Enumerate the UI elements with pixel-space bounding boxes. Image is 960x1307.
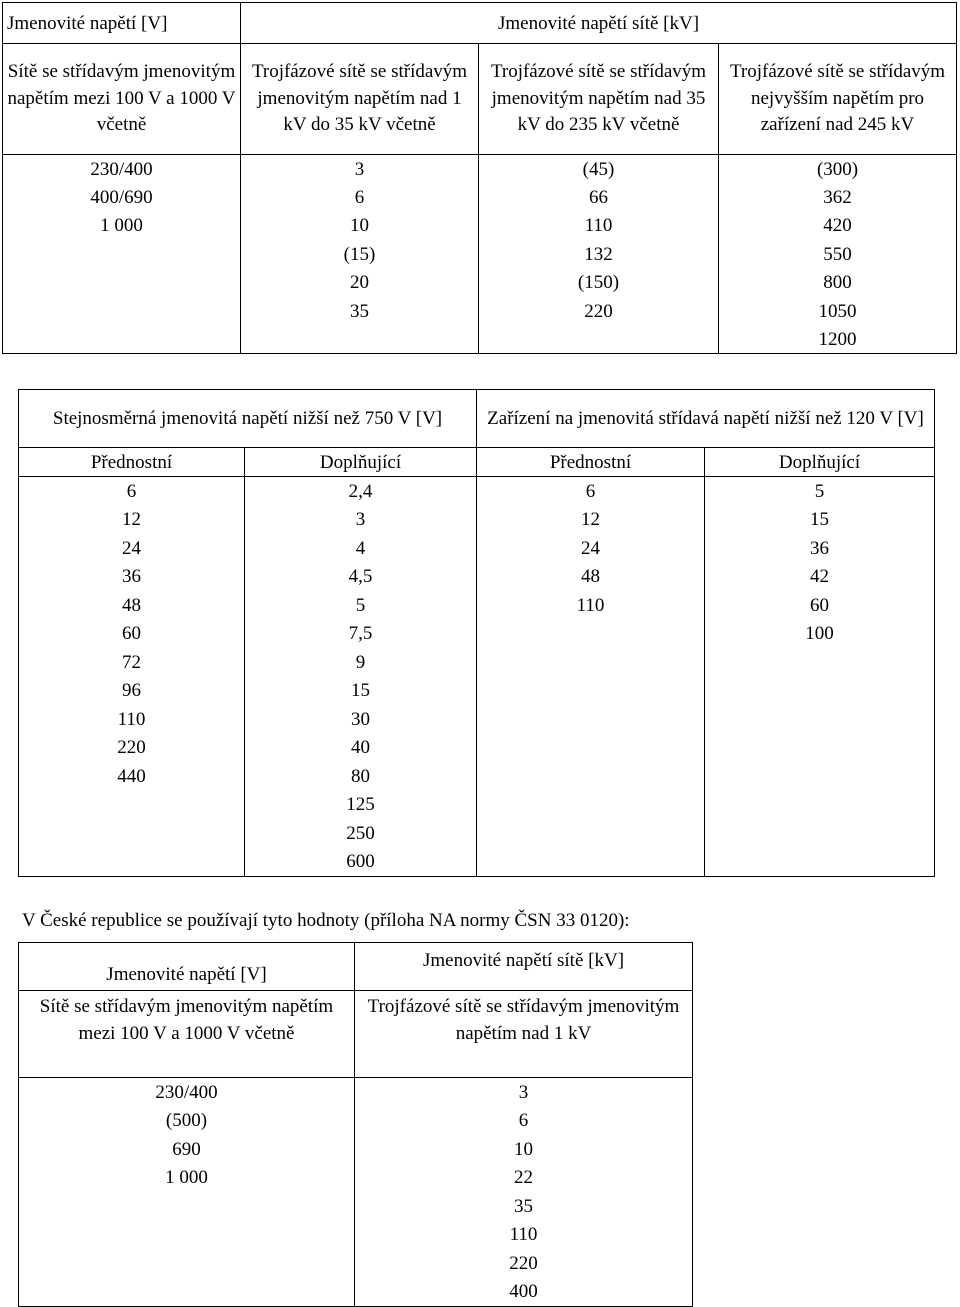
table-cell: 220 [19,734,245,763]
table-cell: 132 [479,240,719,268]
table-cell: 35 [241,297,479,325]
table-row [19,1078,693,1107]
table-cell: 230/400 [3,155,241,184]
header-network-voltage: Jmenovité napětí sítě [kV] [355,943,693,991]
table-row [19,734,935,763]
table-cell [477,819,705,848]
table-cell [705,848,935,877]
table-row [19,620,935,649]
table-cell [477,848,705,877]
table-cell [3,240,241,268]
header-nominal-voltage: Jmenovité napětí [V] [19,943,355,991]
table-cell [477,762,705,791]
table-cell: (15) [241,240,479,268]
subheader-over-1kv: Trojfázové sítě se střídavým jmenovitým napětím nad 1 kV [355,991,693,1078]
table-cell: 230/400 [19,1078,355,1107]
table-cell: 24 [19,534,245,563]
table-cell [19,1192,355,1221]
table-cell [477,648,705,677]
table-cell: 15 [245,677,477,706]
table-cell: 125 [245,791,477,820]
table-cell: 1200 [719,325,957,354]
subheader-1-35kv: Trojfázové sítě se střídavým jmenovitým napětím nad 1 kV do 35 kV včetně [241,44,479,155]
table-cell: 48 [19,591,245,620]
table-cell [705,734,935,763]
table-cell: 30 [245,705,477,734]
table-cell: 4,5 [245,563,477,592]
table-cell [19,848,245,877]
table-cell: 3 [245,506,477,535]
table-cell [477,705,705,734]
table-cell: 7,5 [245,620,477,649]
table-cell: 2,4 [245,477,477,506]
subheader-preferred: Přednostní [477,448,705,477]
table-row [19,563,935,592]
table-cell: 36 [705,534,935,563]
table-cell: 36 [19,563,245,592]
table-cell [19,1278,355,1307]
table-row [19,1192,693,1221]
table-cell: 362 [719,183,957,211]
table-cell: 1050 [719,297,957,325]
table-row [19,1164,693,1193]
subheader-over-245kv: Trojfázové sítě se střídavým nejvyšším napětím pro zařízení nad 245 kV [719,44,957,155]
table-cell: 6 [355,1107,693,1136]
table-cell [477,734,705,763]
table-subheader-row [3,44,957,155]
table-row [3,155,957,184]
header-network-voltage: Jmenovité napětí sítě [kV] [241,3,957,44]
low-voltage-table [18,389,935,877]
table-cell [477,791,705,820]
table-cell: 66 [479,183,719,211]
table-header-row [3,3,957,44]
table-cell: 96 [19,677,245,706]
table-cell: 48 [477,563,705,592]
table-cell: 60 [705,591,935,620]
table-cell [3,269,241,297]
table-cell [3,325,241,354]
table-cell: 100 [705,620,935,649]
table-cell: 24 [477,534,705,563]
table-cell: 440 [19,762,245,791]
table-row [19,534,935,563]
table-header-row [19,390,935,448]
table-cell: 110 [355,1221,693,1250]
table-cell [705,648,935,677]
table-subheader-row [19,448,935,477]
table-row [19,819,935,848]
table-row [3,183,957,211]
table-cell [477,677,705,706]
table-cell: 250 [245,819,477,848]
subheader-supplementary: Doplňující [705,448,935,477]
table-row [19,848,935,877]
table-cell: 12 [19,506,245,535]
table-cell [477,620,705,649]
table-cell: 600 [245,848,477,877]
table-cell [705,705,935,734]
table-row [19,1221,693,1250]
table-row [19,591,935,620]
table-cell [479,325,719,354]
table-cell: 6 [477,477,705,506]
table-cell: 1 000 [3,212,241,240]
header-dc-voltage: Stejnosměrná jmenovitá napětí nižší než 750 V [V] [19,390,477,448]
table-cell: 20 [241,269,479,297]
table-cell: 72 [19,648,245,677]
table-cell: 5 [705,477,935,506]
table-cell: 3 [355,1078,693,1107]
table-cell: 22 [355,1164,693,1193]
table-cell: 9 [245,648,477,677]
table-cell: 220 [355,1249,693,1278]
table-cell: 110 [479,212,719,240]
table-cell [19,1249,355,1278]
table-cell [705,819,935,848]
table-cell [241,325,479,354]
table-cell: 35 [355,1192,693,1221]
table-row [19,791,935,820]
table-cell: 1 000 [19,1164,355,1193]
table-cell [3,297,241,325]
table-cell: 800 [719,269,957,297]
table-cell: 6 [241,183,479,211]
table-cell: 400/690 [3,183,241,211]
table-cell: 40 [245,734,477,763]
table-cell: 110 [19,705,245,734]
table-cell: 4 [245,534,477,563]
table-cell: 5 [245,591,477,620]
table-header-row [19,943,693,991]
table-cell: 550 [719,240,957,268]
table-row [3,297,957,325]
table-row [19,1135,693,1164]
subheader-35-235kv: Trojfázové sítě se střídavým jmenovitým napětím nad 35 kV do 235 kV včetně [479,44,719,155]
table-row [19,1107,693,1136]
table-cell [19,819,245,848]
table-cell: (300) [719,155,957,184]
table-row [19,648,935,677]
table-row [3,325,957,354]
table-cell: 220 [479,297,719,325]
table-row [19,1249,693,1278]
table-row [3,269,957,297]
table-cell: (500) [19,1107,355,1136]
subheader-preferred: Přednostní [19,448,245,477]
table-cell: 42 [705,563,935,592]
subheader-low-voltage: Sítě se střídavým jmenovitým napětím mezi 100 V a 1000 V včetně [19,991,355,1078]
table-cell [705,791,935,820]
table-row [19,1278,693,1307]
header-ac-equipment: Zařízení na jmenovitá střídavá napětí nižší než 120 V [V] [477,390,935,448]
table-cell: 690 [19,1135,355,1164]
subheader-supplementary: Doplňující [245,448,477,477]
subheader-low-voltage: Sítě se střídavým jmenovitým napětím mezi 100 V a 1000 V včetně [3,44,241,155]
table-cell: 400 [355,1278,693,1307]
table-cell: 60 [19,620,245,649]
czech-voltage-table [18,942,693,1307]
table-row [19,705,935,734]
table-cell: 15 [705,506,935,535]
table-cell: 6 [19,477,245,506]
table-cell [705,677,935,706]
czech-values-note: V České republice se používají tyto hodnoty (příloha NA normy ČSN 33 0120): [22,910,630,931]
table-row [19,506,935,535]
header-nominal-voltage: Jmenovité napětí [V] [3,3,241,44]
table-cell: 12 [477,506,705,535]
table-subheader-row [19,991,693,1078]
table-cell [19,791,245,820]
table-cell: (150) [479,269,719,297]
table-cell: 420 [719,212,957,240]
table-row [19,677,935,706]
table-cell [705,762,935,791]
table-cell [19,1221,355,1250]
table-cell: 10 [241,212,479,240]
table-row [3,240,957,268]
table-cell: 110 [477,591,705,620]
nominal-voltage-table [2,2,957,354]
table-cell: 80 [245,762,477,791]
table-cell: 10 [355,1135,693,1164]
table-row [19,762,935,791]
table-row [3,212,957,240]
table-cell: 3 [241,155,479,184]
table-cell: (45) [479,155,719,184]
table-row [19,477,935,506]
